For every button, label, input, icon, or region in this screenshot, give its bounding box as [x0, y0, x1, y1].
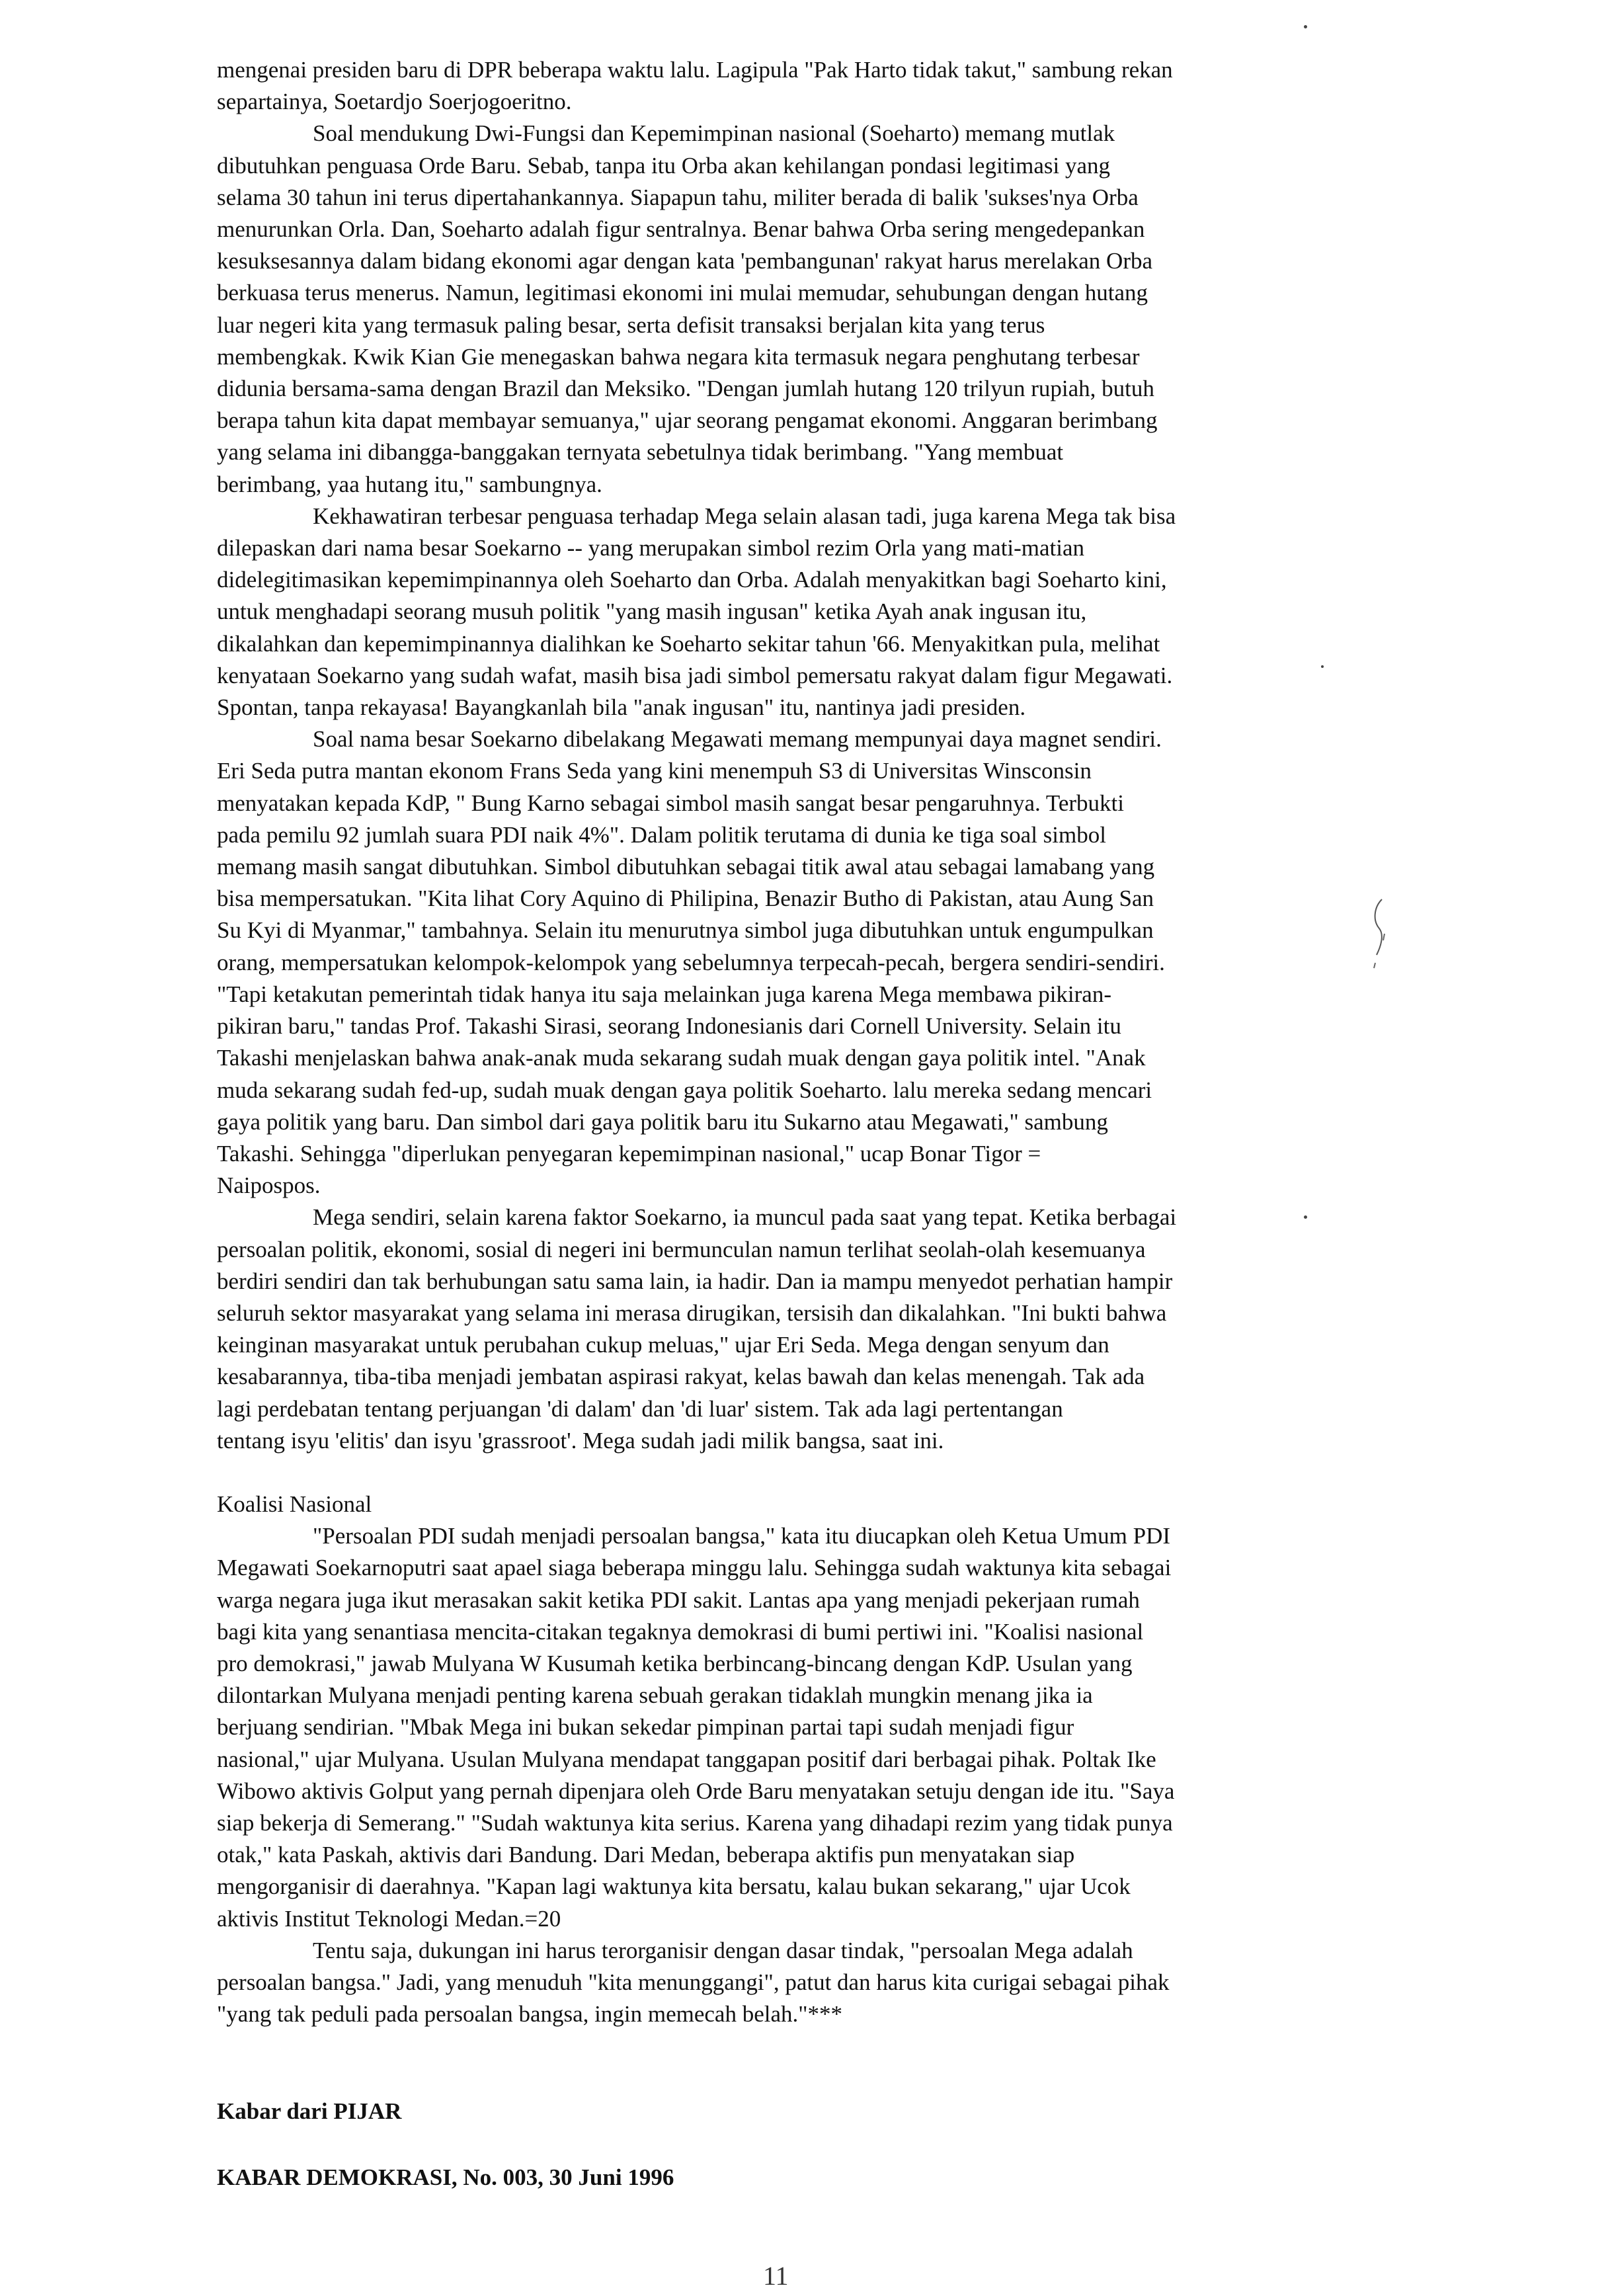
- section-paragraph-2: Tentu saja, dukungan ini harus terorganisir dengan dasar tindak, "persoalan Mega adalah persoalan bangsa." Jadi, yang menuduh "kita menunggangi", patut dan harus kita curigai sebagai pihak "yang tak peduli pada persoalan bangsa, ingin memecah belah."***: [217, 1937, 1170, 2028]
- footer-source: Kabar dari PIJAR: [217, 2098, 402, 2125]
- section-heading: Koalisi Nasional: [217, 1491, 372, 1517]
- scan-speck: [1304, 1215, 1307, 1219]
- margin-scribble-icon: [1367, 894, 1394, 973]
- paragraph-4: Soal nama besar Soekarno dibelakang Megawati memang mempunyai daya magnet sendiri. Eri Seda putra mantan ekonom Frans Seda yang kini menempuh S3 di Universitas Winsconsin menyatakan kepada KdP, " Bung Karno sebagai simbol masih sangat besar pengaruhnya. Terbukti pada pemilu 92 jumlah suara PDI naik 4%". Dalam politik terutama di dunia ke tiga soal simbol memang masih sangat dibutuhkan. Simbol dibutuhkan sebagai titik awal atau sebagai lamabang yang bisa mempersatukan. "Kita lihat Cory Aquino di Philipina, Benazir Butho di Pakistan, atau Aung San Su Kyi di Myanmar," tambahnya. Selain itu menurutnya simbol juga dibutuhkan untuk engumpulkan orang, mempersatukan kelompok-kelompok yang sebelumnya terpecah-pecah, bergera sendiri-sendiri. "Tapi ketakutan pemerintah tidak hanya itu saja melainkan juga karena Mega membawa pikiran- pikiran baru," tandas Prof. Takashi Sirasi, seorang Indonesianis dari Cornell University. Selain itu Takashi menjelaskan bahwa anak-anak muda sekarang sudah muak dengan gaya politik intel. "Anak muda sekarang sudah fed-up, sudah muak dengan gaya politik Soeharto. lalu mereka sedang mencari gaya politik yang baru. Dan simbol dari gaya politik baru itu Sukarno atau Megawati," sambung Takashi. Sehingga "diperlukan penyegaran kepemimpinan nasional," ucap Bonar Tigor = Naipospos.: [217, 726, 1165, 1199]
- footer-publication: KABAR DEMOKRASI, No. 003, 30 Juni 1996: [217, 2164, 674, 2191]
- paragraph-1: mengenai presiden baru di DPR beberapa waktu lalu. Lagipula "Pak Harto tidak takut," sambung rekan separtainya, Soetardjo Soerjogoeritno.: [217, 57, 1173, 115]
- paragraph-3: Kekhawatiran terbesar penguasa terhadap Mega selain alasan tadi, juga karena Mega tak bisa dilepaskan dari nama besar Soekarno -- yang merupakan simbol rezim Orla yang mati-matian didelegitimasikan kepemimpinannya oleh Soeharto dan Orba. Adalah menyakitkan bagi Soeharto kini, untuk menghadapi seorang musuh politik "yang masih ingusan" ketika Ayah anak ingusan itu, dikalahkan dan kepemimpinannya dialihkan ke Soeharto sekitar tahun '66. Menyakitkan pula, melihat kenyataan Soekarno yang sudah wafat, masih bisa jadi simbol pemersatu rakyat dalam figur Megawati. Spontan, tanpa rekayasa! Bayangkanlah bila "anak ingusan" itu, nantinya jadi presiden.: [217, 503, 1176, 721]
- section-paragraph-1: "Persoalan PDI sudah menjadi persoalan bangsa," kata itu diucapkan oleh Ketua Umum PDI Megawati Soekarnoputri saat apael siaga beberapa minggu lalu. Sehingga sudah waktunya kita sebagai warga negara juga ikut merasakan sakit ketika PDI sakit. Lantas apa yang menjadi pekerjaan rumah bagi kita yang senantiasa mencita-citakan tegaknya demokrasi di bumi pertiwi ini. "Koalisi nasional pro demokrasi," jawab Mulyana W Kusumah ketika berbincang-bincang dengan KdP. Usulan yang dilontarkan Mulyana menjadi penting karena sebuah gerakan tidaklah mungkin menang jika ia berjuang sendirian. "Mbak Mega ini bukan sekedar pimpinan partai tapi sudah menjadi figur nasional," ujar Mulyana. Usulan Mulyana mendapat tanggapan positif dari berbagai pihak. Poltak Ike Wibowo aktivis Golput yang pernah dipenjara oleh Orde Baru menyatakan setuju dengan ide itu. "Saya siap bekerja di Semerang." "Sudah waktunya kita serius. Karena yang dihadapi rezim yang tidak punya otak," kata Paskah, aktivis dari Bandung. Dari Medan, beberapa aktifis pun menyatakan siap mengorganisir di daerahnya. "Kapan lagi waktunya kita bersatu, kalau bukan sekarang," ujar Ucok aktivis Institut Teknologi Medan.=20: [217, 1523, 1175, 1932]
- scan-speck: [1304, 25, 1307, 28]
- paragraph-2: Soal mendukung Dwi-Fungsi dan Kepemimpinan nasional (Soeharto) memang mutlak dibutuhkan penguasa Orde Baru. Sebab, tanpa itu Orba akan kehilangan pondasi legitimasi yang selama 30 tahun ini terus dipertahankannya. Siapapun tahu, militer berada di balik 'sukses'nya Orba menurunkan Orla. Dan, Soeharto adalah figur sentralnya. Benar bahwa Orba sering mengedepankan kesuksesannya dalam bidang ekonomi agar dengan kata 'pembangunan' rakyat harus merelakan Orba berkuasa terus menerus. Namun, legitimasi ekonomi ini mulai memudar, sehubungan dengan hutang luar negeri kita yang termasuk paling besar, serta defisit transaksi berjalan kita yang terus membengkak. Kwik Kian Gie menegaskan bahwa negara kita termasuk negara penghutang terbesar didunia bersama-sama dengan Brazil dan Meksiko. "Dengan jumlah hutang 120 trilyun rupiah, butuh berapa tahun kita dapat membayar semuanya," ujar seorang pengamat ekonomi. Anggaran berimbang yang selama ini dibangga-banggakan ternyata sebetulnya tidak berimbang. "Yang membuat berimbang, yaa hutang itu," sambungnya.: [217, 120, 1158, 497]
- footer-block: [217, 2062, 1400, 2227]
- page-number-mark: 11: [763, 2261, 789, 2291]
- scan-speck: [1321, 665, 1324, 668]
- document-page: [217, 54, 1400, 2227]
- paragraph-5: Mega sendiri, selain karena faktor Soekarno, ia muncul pada saat yang tepat. Ketika berbagai persoalan politik, ekonomi, sosial di negeri ini bermunculan namun terlihat seolah-olah kesemuanya berdiri sendiri dan tak berhubungan satu sama lain, ia hadir. Dan ia mampu menyedot perhatian hampir seluruh sektor masyarakat yang selama ini merasa dirugikan, tersisih dan dikalahkan. "Ini bukti bahwa keinginan masyarakat untuk perubahan cukup meluas," ujar Eri Seda. Mega dengan senyum dan kesabarannya, tiba-tiba menjadi jembatan aspirasi rakyat, kelas bawah dan kelas menengah. Tak ada lagi perdebatan tentang perjuangan 'di dalam' dan 'di luar' sistem. Tak ada lagi pertentangan tentang isyu 'elitis' dan isyu 'grassroot'. Mega sudah jadi milik bangsa, saat ini.: [217, 1204, 1177, 1454]
